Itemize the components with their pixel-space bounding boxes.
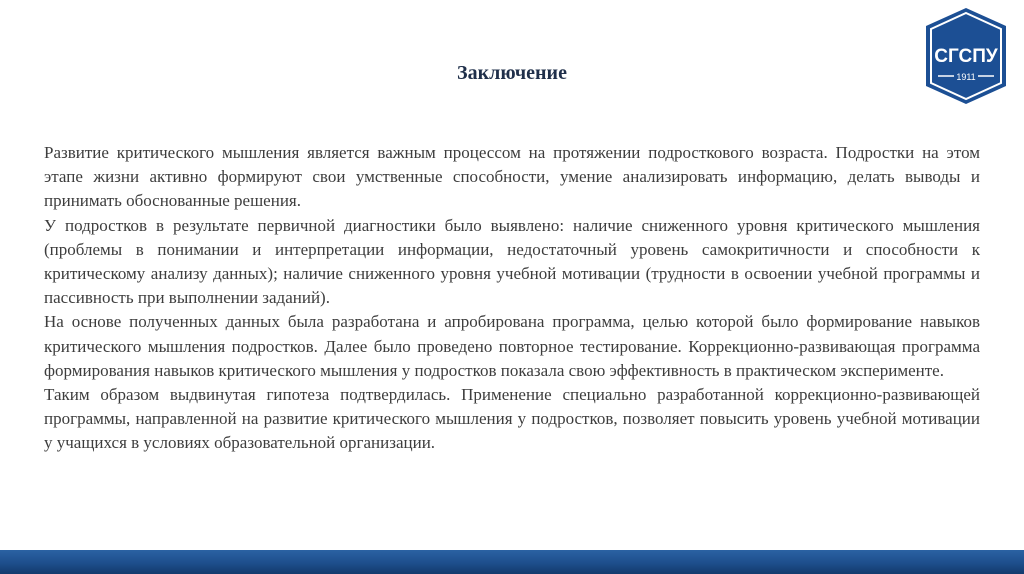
paragraph-3: На основе полученных данных была разработана и апробирована программа, целью которой было формирование навыков критического мышления подростков. Далее было проведено повторное тестирование. Коррекционно-развивающая программа формирования навыков критического мышления у подростков показала свою эффективность в практическом эксперименте. <box>44 312 980 380</box>
footer-bar <box>0 550 1024 574</box>
university-logo <box>924 6 1008 106</box>
paragraph-1: Развитие критического мышления является важным процессом на протяжении подросткового возраста. Подростки на этом этапе жизни активно формируют свои умственные способности, умение анализировать информацию, делать выводы и принимать обоснованные решения. <box>44 143 980 211</box>
paragraph-4: Таким образом выдвинутая гипотеза подтвердилась. Применение специально разработанной коррекционно-развивающей программы, направленной на развитие критического мышления у подростков, позволяет повысить уровень учебной мотивации у учащихся в условиях образовательной организации. <box>44 385 980 453</box>
logo-year: 1911 <box>956 72 976 82</box>
slide-title: Заключение <box>457 62 567 84</box>
conclusion-text <box>44 141 980 456</box>
logo-text: СГСПУ <box>934 46 998 67</box>
paragraph-2: У подростков в результате первичной диагностики было выявлено: наличие сниженного уровня критического мышления (проблемы в понимании и интерпретации информации, недостаточный уровень самокритичности и способности к критическому анализу данных); наличие сниженного уровня учебной мотивации (трудности в освоении учебной программы и пассивность при выполнении заданий). <box>44 215 980 308</box>
